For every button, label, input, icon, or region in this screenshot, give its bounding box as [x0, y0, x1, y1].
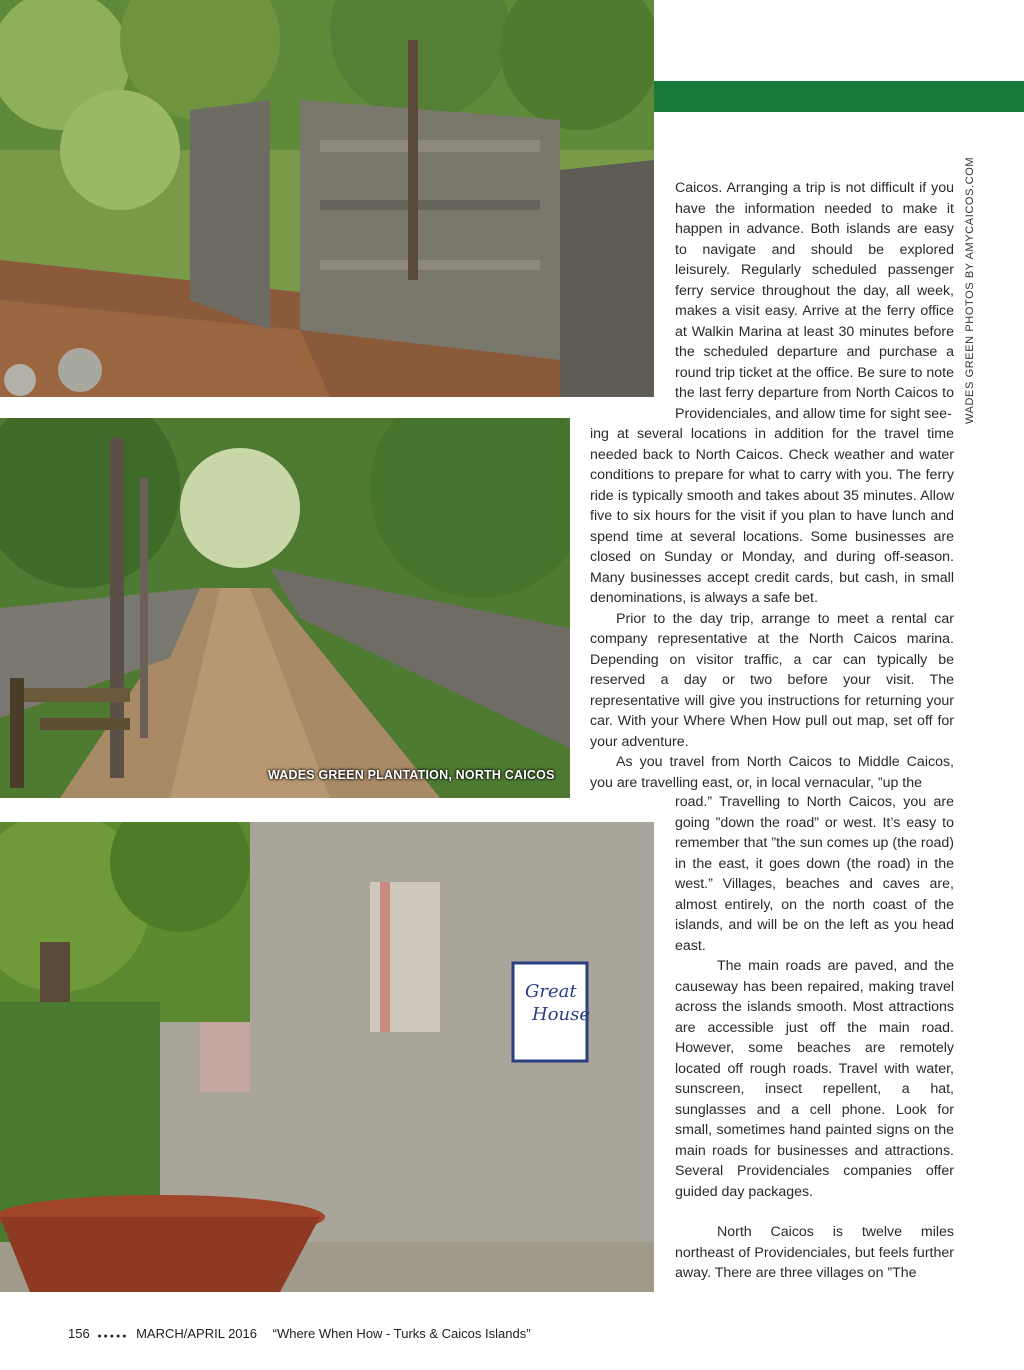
paragraph: Prior to the day trip, arrange to meet a rental car company representative at the North Caicos marina. Depending on visitor traffic, a car can typically be reserved a day or two before your visit. The representative will give you instructions for returning your car. With your Where When How pull out map, set off for your adventure.	[590, 610, 954, 750]
ruins-photo	[0, 0, 654, 397]
article-column-top	[675, 178, 954, 424]
sign-text-line2: House	[532, 1004, 591, 1025]
footer-dots: ●●●●●	[97, 1333, 129, 1340]
publication-title: “Where When How - Turks & Caicos Islands”	[272, 1326, 531, 1341]
sign-text-line1: Great	[525, 981, 577, 1002]
page-footer	[68, 1326, 535, 1341]
article-column-wide	[590, 424, 954, 793]
paragraph: North Caicos is twelve miles northeast of Providenciales, but feels further away. There are three villages on ”The	[675, 1224, 954, 1281]
paragraph: ing at several locations in addition for the travel time needed back to North Caicos. Check weather and water conditions to prepare for what to carry with you. The ferry ride is typically smooth and takes about 35 minutes. Allow five to six hours for the visit if you plan to have lunch and spend time at several locations. Some businesses are closed on Sunday or Monday, and during off-season. Many businesses accept credit cards, but cash, in small denominations, is always a safe bet.	[590, 426, 954, 606]
page-number: 156	[68, 1326, 90, 1341]
paragraph: Caicos. Arranging a trip is not difficult if you have the information needed to make it happen in advance. Both islands are easy to navigate and should be explored leisurely. Regularly scheduled passenger ferry service throughout the day, all week, makes a visit easy. Arrive at the ferry office at Walkin Marina at least 30 minutes before the scheduled departure and purchase a round trip ticket at the office. Be sure to note the last ferry departure from North Caicos to Providenciales, and allow time for sight see-	[675, 180, 954, 422]
article-column-bottom	[675, 1222, 954, 1284]
plantation-path-photo	[0, 418, 570, 798]
paragraph: The main roads are paved, and the causeway has been repaired, making travel across the islands smooth. Most attractions are accessible just off the main road. However, some beaches are remotely located off rough roads. Travel with water, sunscreen, insect repellent, a hat, sunglasses and a cell phone. Look for small, sometimes hand painted signs on the main roads for businesses and attractions. Several Providenciales companies offer guided day packages.	[675, 958, 954, 1200]
article-column-lower	[675, 792, 954, 1202]
paragraph: road.” Travelling to North Caicos, you are going ”down the road” or west. It’s easy to remember that ”the sun comes up (the road) in the east, it goes down (the road) in the west.” Villages, beaches and caves are, almost entirely, on the north coast of the islands, and will be on the left as you head east.	[675, 794, 954, 954]
paragraph: As you travel from North Caicos to Middle Caicos, you are travelling east, or, in local vernacular, ”up the	[590, 754, 954, 791]
accent-bar	[654, 81, 1024, 112]
issue-date: MARCH/APRIL 2016	[136, 1326, 257, 1341]
photo-credit: WADES GREEN PHOTOS BY AMYCAICOS.COM	[964, 156, 976, 424]
photo-caption: WADES GREEN PLANTATION, NORTH CAICOS	[268, 768, 555, 782]
great-house-photo	[0, 822, 654, 1292]
